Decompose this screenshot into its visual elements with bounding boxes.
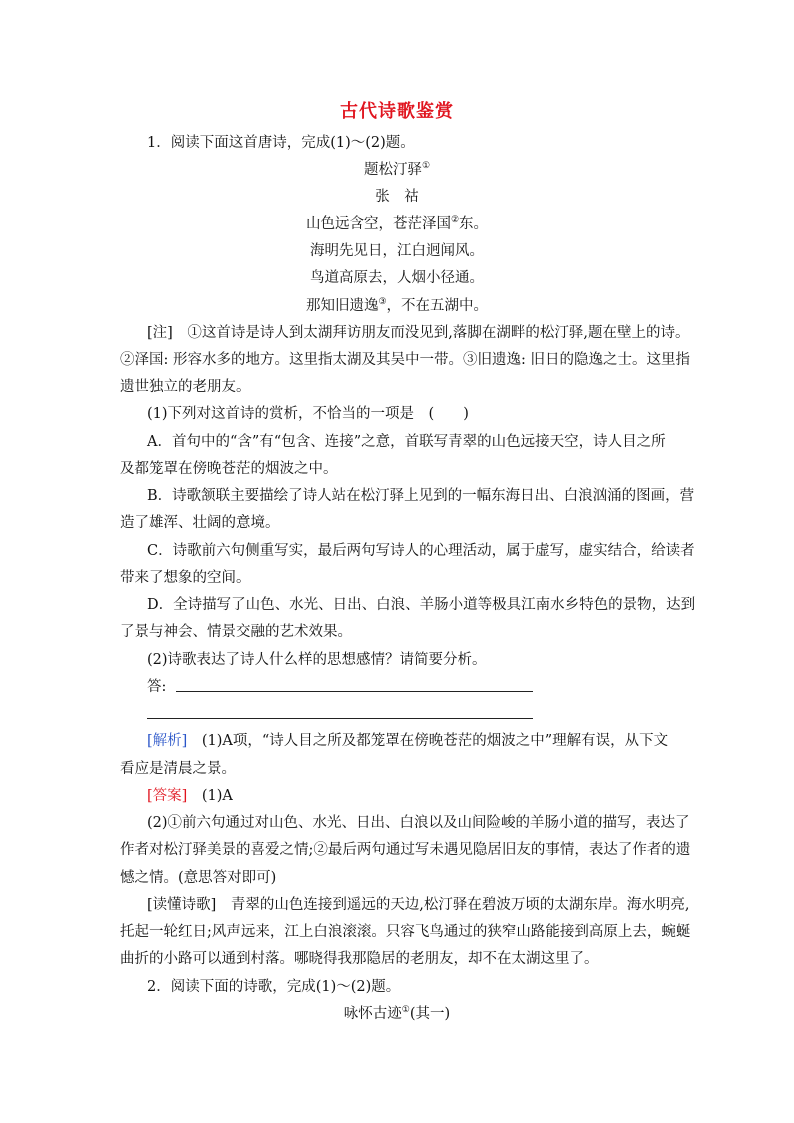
annotation-line: [注] ①这首诗是诗人到太湖拜访朋友而没见到,落脚在湖畔的松汀驿,题在壁上的诗。 bbox=[147, 325, 690, 341]
question-1-intro: 1．阅读下面这首唐诗，完成(1)～(2)题。 bbox=[147, 135, 415, 151]
answer-line bbox=[176, 691, 533, 692]
poem-title-text: 题松汀驿 bbox=[363, 162, 422, 178]
option-c: C．诗歌前六句侧重写实，最后两句写诗人的心理活动，属于虚写，虚实结合，给读者 bbox=[147, 543, 695, 559]
reading-text: 托起一轮红日;风声远来，江上白浪滚滚。只容飞鸟通过的狭窄山路能接到高原上去，蜿蜒 bbox=[120, 924, 691, 940]
option-d-cont: 了景与神会、情景交融的艺术效果。 bbox=[120, 624, 352, 640]
reading-text: [读懂诗歌] 青翠的山色连接到遥远的天边,松汀驿在碧波万顷的太湖东岸。海水明亮, bbox=[147, 897, 690, 913]
footnote-mark: ① bbox=[401, 1005, 410, 1016]
question-2-intro: 2．阅读下面的诗歌，完成(1)～(2)题。 bbox=[147, 979, 401, 995]
option-d: D．全诗描写了山色、水光、日出、白浪、羊肠小道等极具江南水乡特色的景物，达到 bbox=[147, 597, 696, 613]
poem-line: 海明先见日，江白迥闻风。 bbox=[310, 243, 484, 259]
sub-question-1: (1)下列对这首诗的赏析，不恰当的一项是 ( ) bbox=[147, 406, 469, 422]
page-title: 古代诗歌鉴赏 bbox=[340, 101, 454, 122]
analysis-line: [解析] (1)A项，“诗人目之所及都笼罩在傍晚苍茫的烟波之中”理解有误，从下文 bbox=[147, 733, 669, 749]
footnote-mark: ① bbox=[421, 161, 431, 172]
poem-title bbox=[0, 160, 794, 180]
option-c-cont: 带来了想象的空间。 bbox=[120, 570, 251, 586]
reading-text: 曲折的小路可以通到村落。哪晓得我那隐居的老朋友，却不在太湖这里了。 bbox=[120, 951, 599, 967]
answer-text: (2)①前六句通过对山色、水光、日出、白浪以及山间险峻的羊肠小道的描写，表达了 bbox=[147, 815, 690, 831]
analysis-tag: [解析] bbox=[147, 733, 188, 749]
sub-question-2: (2)诗歌表达了诗人什么样的思想感情？请简要分析。 bbox=[147, 652, 487, 668]
footnote-mark: ③ bbox=[378, 297, 387, 308]
answer-text: 作者对松汀驿美景的喜爱之情;②最后两句通过写未遇见隐居旧友的事情，表达了作者的遗 bbox=[120, 842, 691, 858]
annotation-line: 遗世独立的老朋友。 bbox=[120, 379, 251, 395]
answer-label: 答: bbox=[147, 679, 167, 695]
answer-tag: [答案] bbox=[147, 788, 188, 804]
analysis-line: 看应是清晨之景。 bbox=[120, 761, 236, 777]
answer-text: 憾之情。(意思答对即可) bbox=[120, 870, 277, 886]
annotation-line: ②泽国: 形容水多的地方。这里指太湖及其吴中一带。③旧遗逸: 旧日的隐逸之士。这里指 bbox=[120, 352, 690, 368]
option-b-cont: 造了雄浑、壮阔的意境。 bbox=[120, 515, 280, 531]
poem-line: 山色远含空，苍茫泽国②东。 bbox=[305, 215, 489, 232]
poem-2-title: 咏怀古迹①(其一) bbox=[343, 1005, 451, 1022]
poem-line: 那知旧遗逸③，不在五湖中。 bbox=[305, 297, 489, 314]
option-a-cont: 及都笼罩在傍晚苍茫的烟波之中。 bbox=[120, 461, 338, 477]
option-a: A．首句中的“含”有“包含、连接”之意，首联写青翠的山色远接天空，诗人目之所 bbox=[147, 434, 666, 450]
answer-line-1: [答案] (1)A bbox=[147, 788, 233, 804]
option-b: B．诗歌颔联主要描绘了诗人站在松汀驿上见到的一幅东海日出、白浪汹涌的图画，营 bbox=[147, 488, 695, 504]
footnote-mark: ② bbox=[450, 215, 460, 226]
poem-line: 鸟道高原去，人烟小径通。 bbox=[310, 270, 484, 286]
poem-author: 张 祜 bbox=[375, 189, 419, 205]
answer-line bbox=[147, 718, 533, 719]
